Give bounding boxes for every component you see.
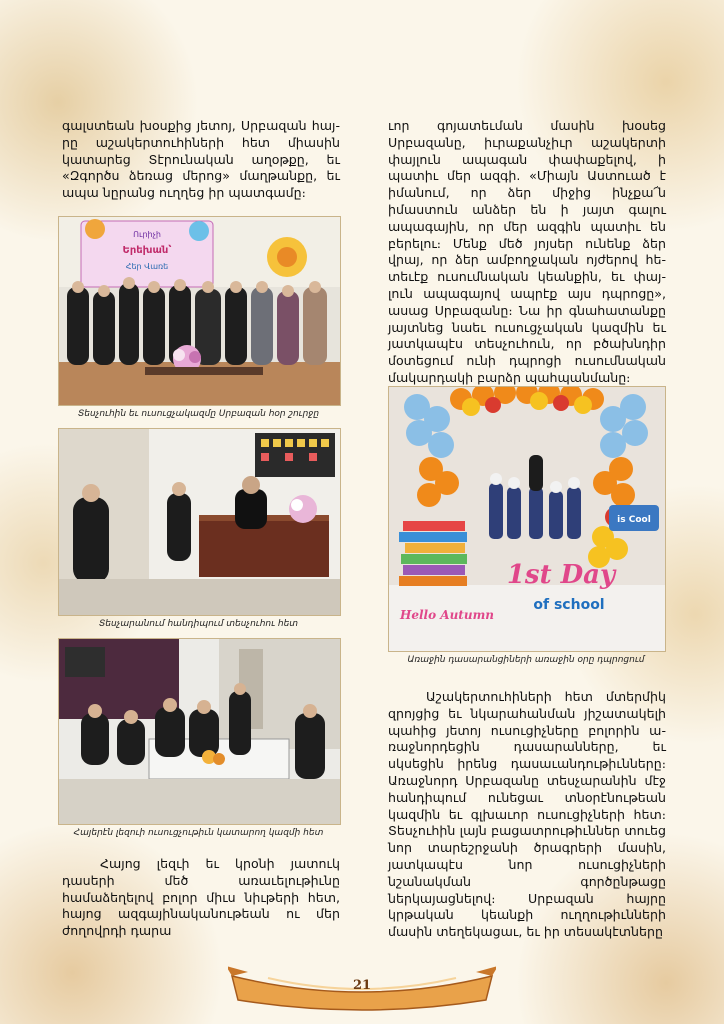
photo-2-caption: Տեսչարանում հանդիպում տեսչուհու հետ xyxy=(98,619,299,629)
photo-1-caption: Տեսչուհին եւ ուսուցչակազմը Սրբազան հօր շուրջը xyxy=(77,409,320,419)
banner-line-2: Երեխան՝ xyxy=(122,245,172,256)
photo-office-meeting xyxy=(58,428,341,616)
photo-armenian-teachers xyxy=(58,638,341,825)
banner-line-3: Հեր Վառե xyxy=(125,262,169,271)
photo-office-illustration xyxy=(59,429,340,615)
sign-first-day: 1st Day xyxy=(506,560,616,590)
right-paragraph-2: Աշակերտուհիների հետ մտերմիկ զրոյցից եւ նկարահանման յիշատակելի պահից յետոյ ուսուցիչները բոլորին առաջնորդեցին դասարանները, եւ սկսեցին իրենց դասաւանդութիւնները։ Առաջնորդ Սրբազանը տեսչարանին մէջ հանդիպում ունեցաւ տնօրէնութեան կազմին եւ գլխաւոր ուսուցիչների հետ։ Տեսչուհին լայն բացատրութիւններ տուեց նոր տարեշրջանի ծրագրերի մասին, յատկապէս նոր ուսուցիչների նշանակման գործընթացը ներկայացնելով։ Սրբազան հայրը կրթական կեանքի ուղղութիւնների մասին տեղեկացաւ, եւ իր տեսակէտները xyxy=(388,689,666,940)
left-column-text-bottom xyxy=(62,856,340,940)
sign-of-school: of school xyxy=(533,597,605,613)
photo-4-caption: Առաջին դասարանցիների առաջին օրը դպրոցում xyxy=(407,655,645,665)
page-number: 21 xyxy=(352,978,372,993)
right-paragraph-1: ւոր գոյատեւման մասին խօսեց Սրբազանը, իւրաքանչիւր աշակերտի փայլուն ապագան փափաքելով, ի պատիւ մեր ազգի. «Միայն Աստուած է իմանում, որ ձեր միջից ինչքա՜ն իմաստուն անձեր են ի յայտ գալու ապագային, որ մեր ազգին պատիւ են բերելու։ Մենք մեծ յոյսեր ունենք ձեր վրայ, որ ձեր ամբողջական ոյժերով հետեւէք ուսումնական կեանքին, եւ փայլուն ապագայով ապրէք այս դպրոցը», ասաց Սրբազանը։ Նա իր գնահատանքը յայտնեց նաեւ ուսուցչական կազմին եւ յատկապէս տեսչուհուն, որ բծախնդիր մօտեցում ունի դպրոցի ուսումնական մակարդակի բարձր պահպանմանը։ xyxy=(388,118,666,385)
banner-line-1: Ուրիչի xyxy=(133,230,161,239)
left-paragraph-2: Հայոց լեզւի եւ կրօնի յատուկ դասերի մեծ առաւելութիւնը համաձեղելով բոլոր միւս նիւթերի հետ, հայոց ազգայինականութեան ու մեր ժողովրդի դարա xyxy=(62,856,340,939)
sign-hello-autumn: Hello Autumn xyxy=(400,608,494,622)
right-column-text-top xyxy=(388,118,666,387)
photo-3-caption: Հայերէն լեզուի ուսուցչութիւն կատարող կազմի հետ xyxy=(73,828,324,838)
sign-cool: is Cool xyxy=(617,515,651,525)
photo-group-illustration xyxy=(59,217,340,405)
photo-first-day-illustration xyxy=(389,387,665,651)
photo-group-with-archbishop xyxy=(58,216,341,406)
left-column-text-top xyxy=(62,118,340,202)
photo-first-day-of-school xyxy=(388,386,666,652)
right-column-text-bottom xyxy=(388,689,666,941)
left-paragraph-1: գալստեան խօսքից յետոյ, Սրբազան հայրը աշակերտուհիների հետ միասին կատարեց Տէրունական աղօթքը, եւ «Զգործս ձեռաց մերոց» մաղթանքը, եւ ապա նըրանց ուղղեց իր պատգամը։ xyxy=(62,118,340,201)
photo-teachers-illustration xyxy=(59,639,340,824)
